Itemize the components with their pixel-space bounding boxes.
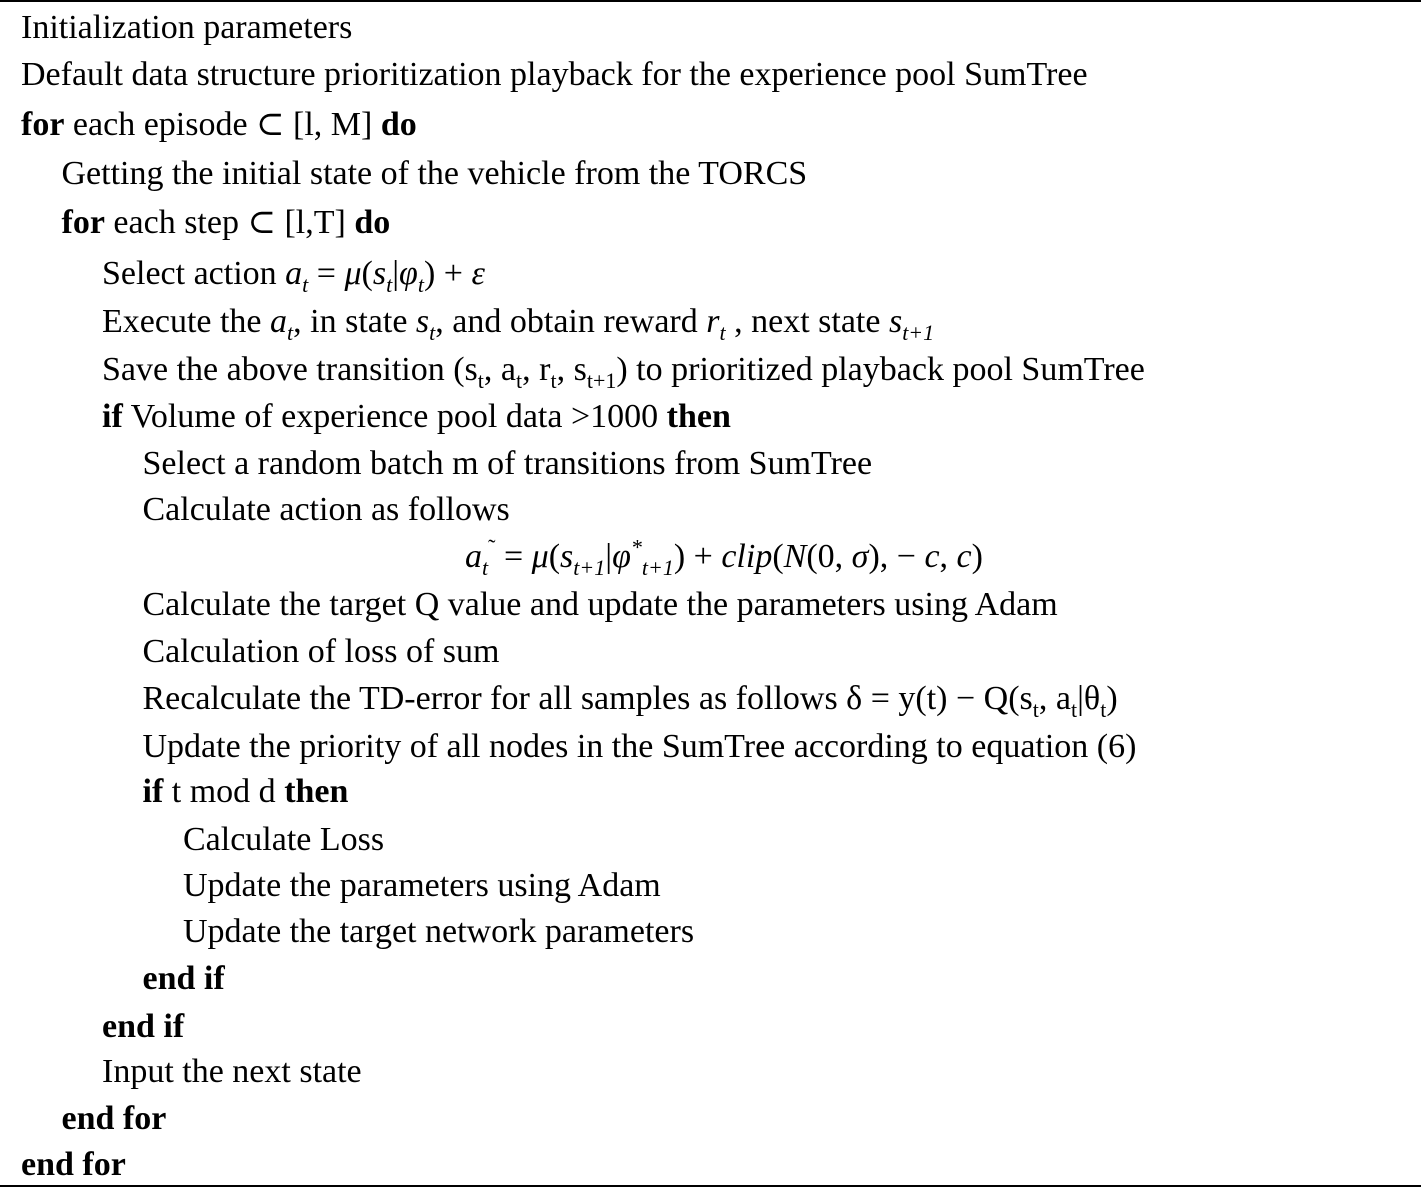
algorithm-line: [62, 1099, 167, 1139]
subscript: t: [477, 367, 484, 393]
text-segment: , in state: [293, 303, 416, 340]
algorithm-line: [143, 727, 1137, 767]
subscript: t: [429, 319, 436, 345]
text-segment: σ: [851, 538, 869, 575]
text-segment: ε: [471, 255, 485, 292]
algorithm-line: [102, 350, 1145, 393]
superscript: ˜: [488, 534, 496, 560]
text-segment: μ: [531, 538, 549, 575]
algorithm-line: [143, 772, 349, 812]
algorithm-line: [102, 302, 935, 345]
text-segment: φ: [399, 255, 418, 292]
text-segment: , r: [522, 351, 551, 388]
text-segment: a: [285, 255, 303, 292]
text-segment: s: [372, 255, 387, 292]
algorithm-line: [102, 397, 731, 437]
text-segment: Calculate the target Q value and update the parameters using Adam: [142, 586, 1058, 623]
text-segment: |θ: [1077, 680, 1101, 717]
text-segment: clip: [721, 538, 773, 575]
algorithm-line: [143, 959, 225, 999]
text-segment: Default data structure prioritization playback for the experience pool SumTree: [21, 56, 1088, 93]
keyword: do: [380, 106, 417, 143]
subscript: t+1: [586, 367, 617, 393]
keyword: then: [284, 773, 349, 810]
text-segment: =: [495, 538, 532, 575]
algorithm-line: [62, 203, 391, 243]
subscript: t: [1070, 696, 1078, 722]
text-segment: , next state: [725, 303, 889, 340]
text-segment: Update the target network parameters: [183, 913, 695, 950]
text-segment: , a: [483, 351, 517, 388]
algorithm-line: [21, 55, 1088, 95]
text-segment: φ: [612, 538, 631, 575]
subscript: t: [386, 271, 393, 297]
text-segment: s: [560, 538, 574, 575]
keyword: end for: [61, 1100, 167, 1137]
keyword: then: [666, 398, 731, 435]
text-segment: ): [1106, 680, 1118, 717]
text-segment: (: [772, 538, 784, 575]
text-segment: (: [548, 538, 561, 575]
text-segment: , a: [1038, 680, 1071, 717]
subscript: t: [1100, 696, 1107, 722]
text-segment: Select action: [102, 255, 286, 292]
keyword: if: [102, 398, 123, 435]
text-segment: ), −: [868, 538, 925, 575]
keyword: end if: [102, 1008, 185, 1045]
text-segment: each episode ⊂ [l, M]: [64, 106, 381, 143]
subscript: t: [516, 367, 523, 393]
algorithm-line: [21, 1145, 126, 1185]
subscript: t: [550, 367, 557, 393]
text-segment: , and obtain reward: [435, 303, 707, 340]
algorithm-line: [143, 444, 873, 484]
text-segment: c: [924, 538, 940, 575]
text-segment: each step ⊂ [l,T]: [104, 204, 355, 241]
text-segment: a: [270, 303, 288, 340]
subscript: t: [287, 319, 294, 345]
algorithm-line: [465, 534, 983, 580]
text-segment: Update the priority of all nodes in the SumTree according to equation (6): [142, 728, 1137, 765]
subscript: t: [719, 319, 726, 345]
text-segment: =: [308, 255, 345, 292]
subscript: t+1: [573, 554, 606, 580]
text-segment: Calculate action as follows: [142, 491, 510, 528]
text-segment: ) +: [673, 538, 722, 575]
text-segment: s: [888, 303, 903, 340]
text-segment: |: [392, 255, 400, 292]
algorithm-line: [183, 820, 384, 860]
keyword: for: [21, 106, 65, 143]
superscript: *: [630, 534, 642, 560]
algorithm-line: [21, 105, 417, 145]
text-segment: Update the parameters using Adam: [183, 867, 661, 904]
text-segment: t mod d: [163, 773, 285, 810]
text-segment: Initialization parameters: [21, 9, 353, 46]
text-segment: μ: [344, 255, 362, 292]
text-segment: a: [465, 538, 482, 575]
text-segment: Input the next state: [102, 1053, 362, 1090]
keyword: for: [61, 204, 105, 241]
text-segment: Getting the initial state of the vehicle from the TORCS: [61, 155, 808, 192]
text-segment: c: [956, 538, 972, 575]
text-segment: Calculation of loss of sum: [142, 633, 500, 670]
subscript: t: [417, 271, 424, 297]
keyword: end for: [21, 1146, 126, 1183]
text-segment: r: [706, 303, 720, 340]
algorithm-line: [183, 866, 661, 906]
algorithm-line: [102, 1007, 184, 1047]
text-segment: Volume of experience pool data >1000: [122, 398, 667, 435]
text-segment: Execute the: [102, 303, 271, 340]
subscript: t+1: [641, 554, 674, 580]
algorithm-line: [143, 585, 1058, 625]
algorithm-line: [183, 912, 694, 952]
algorithm-line: [102, 254, 485, 297]
text-segment: Recalculate the TD-error for all samples as follows δ = y(t) − Q(s: [142, 680, 1033, 717]
algorithm-line: [142, 679, 1118, 722]
text-segment: (0,: [806, 538, 852, 575]
subscript: t: [482, 554, 489, 580]
algorithm-line: [62, 154, 808, 194]
keyword: do: [354, 204, 391, 241]
text-segment: ) to prioritized playback pool SumTree: [616, 351, 1145, 388]
text-segment: Calculate Loss: [183, 821, 385, 858]
text-segment: ,: [939, 538, 957, 575]
keyword: end if: [142, 960, 225, 997]
subscript: t: [1032, 696, 1039, 722]
text-segment: ) +: [423, 255, 472, 292]
subscript: t+1: [902, 319, 935, 345]
text-segment: s: [415, 303, 430, 340]
text-segment: N: [783, 538, 807, 575]
text-segment: Select a random batch m of transitions from SumTree: [142, 445, 873, 482]
text-segment: ): [971, 538, 983, 575]
text-segment: Save the above transition (s: [102, 351, 478, 388]
text-segment: (: [361, 255, 373, 292]
algorithm-line: [21, 8, 352, 48]
keyword: if: [142, 773, 164, 810]
subscript: t: [302, 271, 309, 297]
algorithm-line: [102, 1052, 362, 1092]
text-segment: |: [605, 538, 613, 575]
algorithm-line: [143, 632, 500, 672]
algorithm-line: [143, 490, 510, 530]
text-segment: , s: [556, 351, 587, 388]
